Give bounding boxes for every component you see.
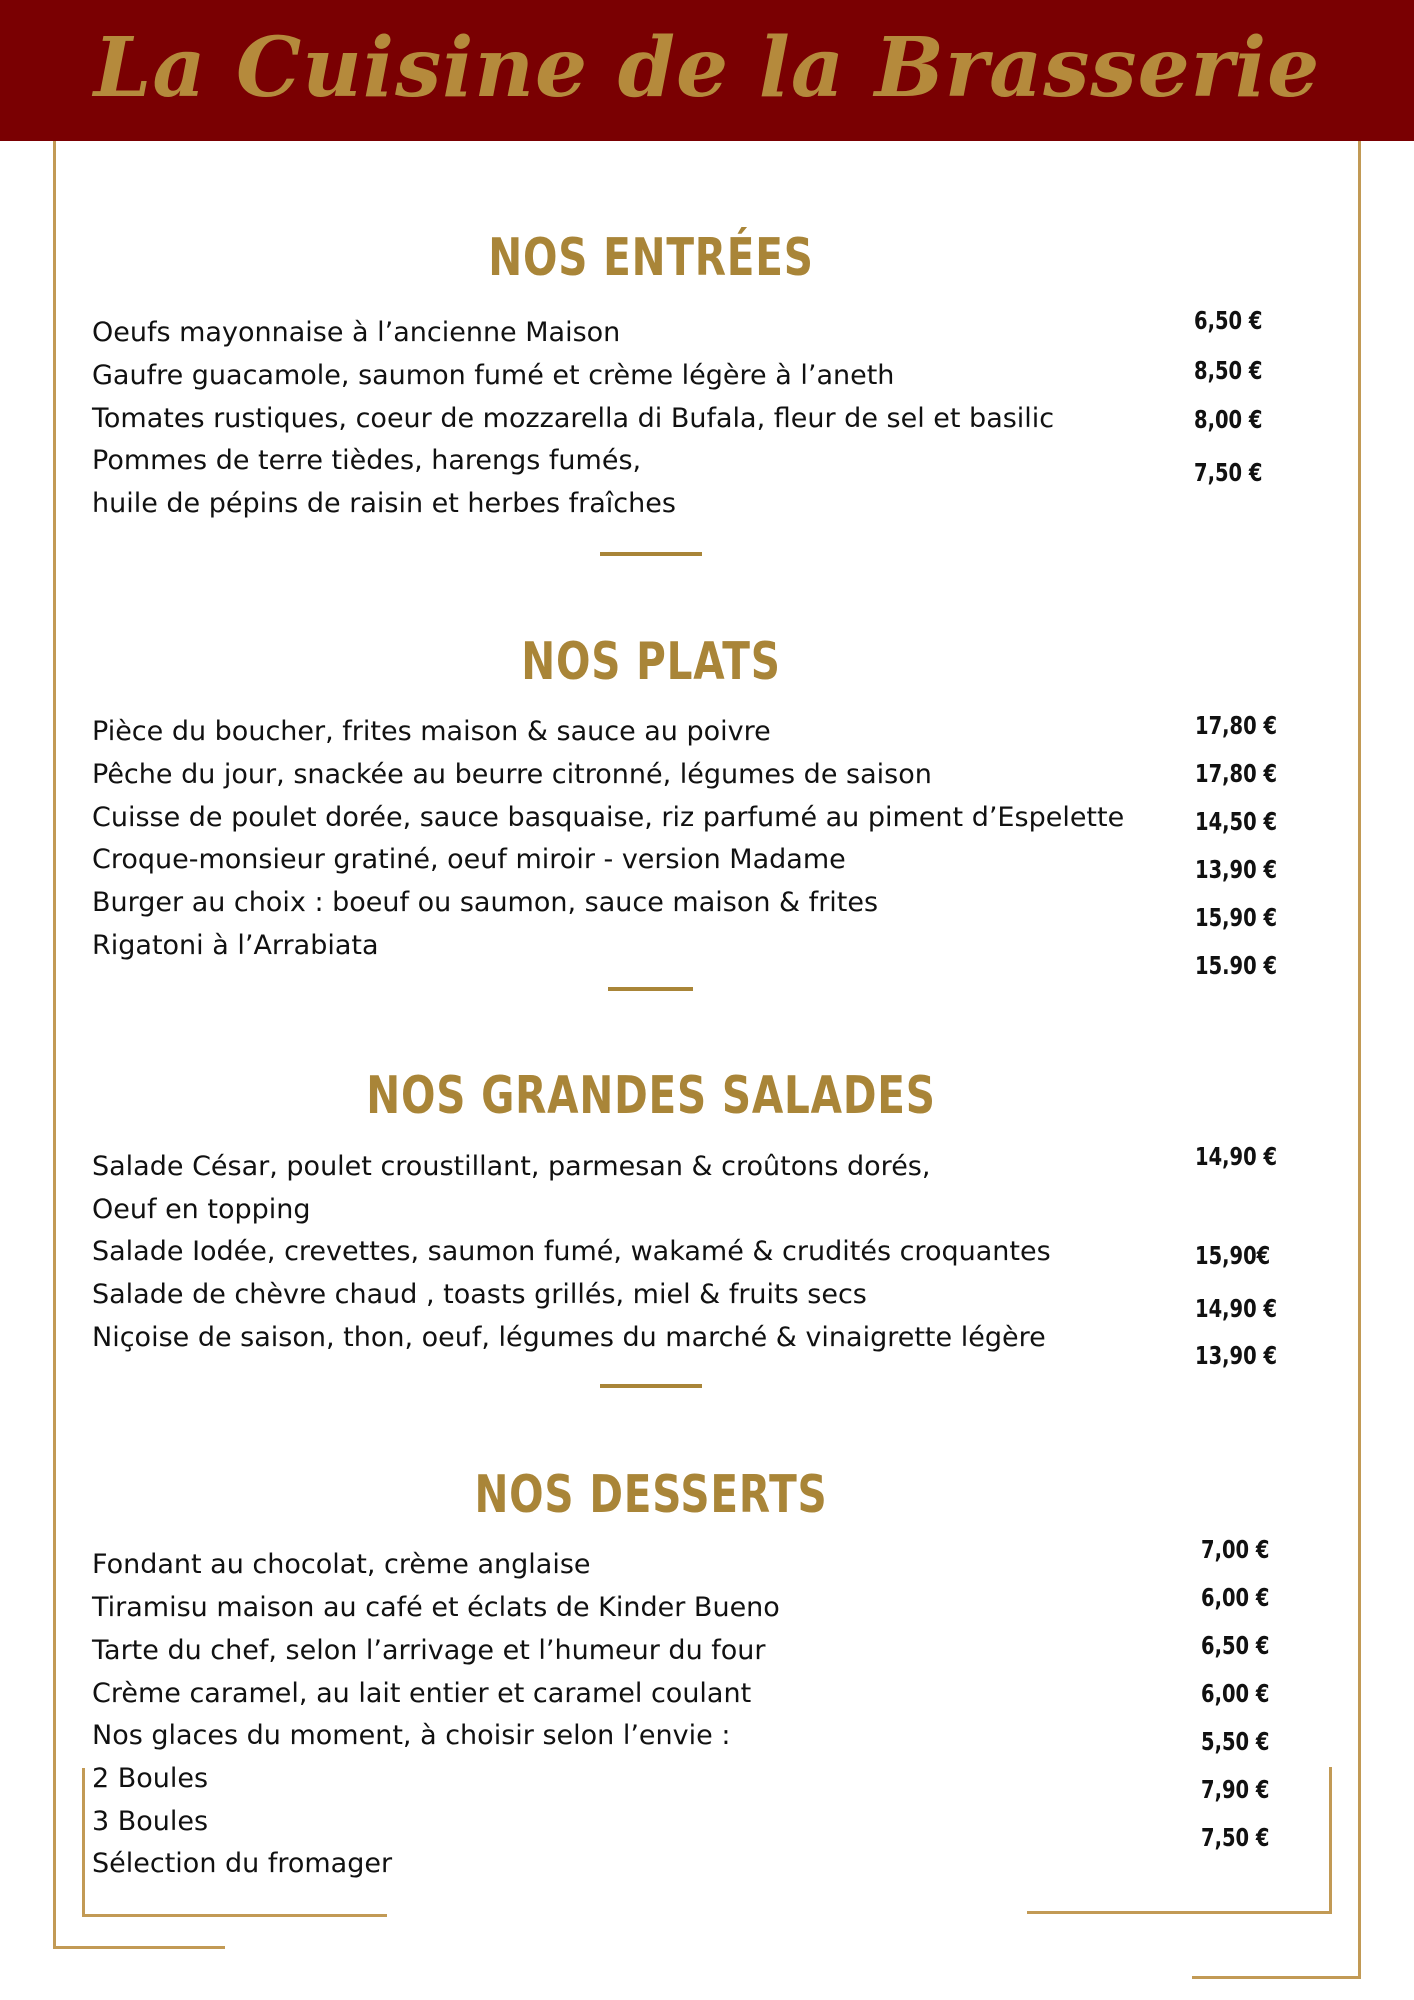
item-price: 14,50 € [1195,807,1278,836]
section-title-entrees: NOS ENTRÉES [488,228,814,288]
item-price: 7,50 € [1201,1823,1270,1852]
menu-item: Oeufs mayonnaise à l’ancienne Maison [92,317,621,348]
item-price: 15,90 € [1195,903,1278,932]
menu-item: Tarte du chef, selon l’arrivage et l’humeur du four [92,1635,766,1666]
item-price: 8,00 € [1194,405,1263,434]
corner-right-horizontal [1027,1911,1332,1914]
corner-right-vertical [1329,1767,1332,1913]
section-divider [600,1384,702,1388]
item-price: 14,90 € [1195,1294,1278,1323]
menu-item: Gaufre guacamole, saumon fumé et crème légère à l’aneth [92,360,895,391]
menu-item: Cuisse de poulet dorée, sauce basquaise, riz parfumé au piment d’Espelette [92,802,1125,833]
menu-item: Tiramisu maison au café et éclats de Kinder Bueno [92,1592,780,1623]
menu-item: Tomates rustiques, coeur de mozzarella di Bufala, fleur de sel et basilic [92,403,1055,434]
item-price: 6,50 € [1201,1631,1270,1660]
item-price: 7,90 € [1201,1775,1270,1804]
menu-item: Salade Iodée, crevettes, saumon fumé, wakamé & crudités croquantes [92,1236,1051,1267]
item-price: 13,90 € [1195,1341,1278,1370]
menu-item: Pêche du jour, snackée au beurre citronné, légumes de saison [92,759,932,790]
menu-item: Nos glaces du moment, à choisir selon l’envie : [92,1720,731,1751]
item-price: 13,90 € [1195,855,1278,884]
menu-item: Pièce du boucher, frites maison & sauce au poivre [92,716,771,747]
menu-item: Oeuf en topping [92,1194,311,1225]
menu-item: Burger au choix : boeuf ou saumon, sauce maison & frites [92,887,879,918]
menu-item: Croque-monsieur gratiné, oeuf miroir - version Madame [92,844,846,875]
frame-bottom-left-line [53,1946,225,1949]
menu-item: Salade César, poulet croustillant, parmesan & croûtons dorés, [92,1151,931,1182]
menu-item: Rigatoni à l’Arrabiata [92,930,379,961]
section-divider [608,987,693,991]
menu-item: Salade de chèvre chaud , toasts grillés, miel & fruits secs [92,1279,867,1310]
item-price: 15.90 € [1195,951,1278,980]
corner-left-horizontal [82,1914,387,1917]
menu-item: Pommes de terre tièdes, harengs fumés, [92,445,642,476]
section-divider [600,552,702,556]
item-price: 8,50 € [1194,356,1263,385]
menu-item: Fondant au chocolat, crème anglaise [92,1549,591,1580]
frame-left-line [53,141,56,1948]
item-price: 5,50 € [1201,1727,1270,1756]
restaurant-title: La Cuisine de la Brasserie [93,20,1321,116]
item-price: 7,00 € [1201,1535,1270,1564]
item-price: 6,50 € [1194,306,1263,335]
menu-item: 3 Boules [92,1806,209,1837]
menu-item: Sélection du fromager [92,1848,393,1879]
item-price: 14,90 € [1195,1142,1278,1171]
section-title-plats: NOS PLATS [521,632,781,692]
frame-right-line [1358,141,1361,1979]
item-price: 15,90€ [1195,1241,1271,1270]
section-title-salades: NOS GRANDES SALADES [366,1066,936,1126]
item-price: 17,80 € [1195,759,1278,788]
item-price: 7,50 € [1194,458,1263,487]
frame-bottom-right-line [1192,1976,1361,1979]
section-title-desserts: NOS DESSERTS [474,1465,828,1525]
menu-item: Niçoise de saison, thon, oeuf, légumes du marché & vinaigrette légère [92,1322,1046,1353]
item-price: 17,80 € [1195,711,1278,740]
item-price: 6,00 € [1201,1583,1270,1612]
item-price: 6,00 € [1201,1679,1270,1708]
menu-item: huile de pépins de raisin et herbes fraîches [92,488,676,519]
header-banner [0,0,1414,141]
corner-left-vertical [82,1768,85,1916]
menu-item: 2 Boules [92,1763,209,1794]
menu-item: Crème caramel, au lait entier et caramel coulant [92,1678,752,1709]
